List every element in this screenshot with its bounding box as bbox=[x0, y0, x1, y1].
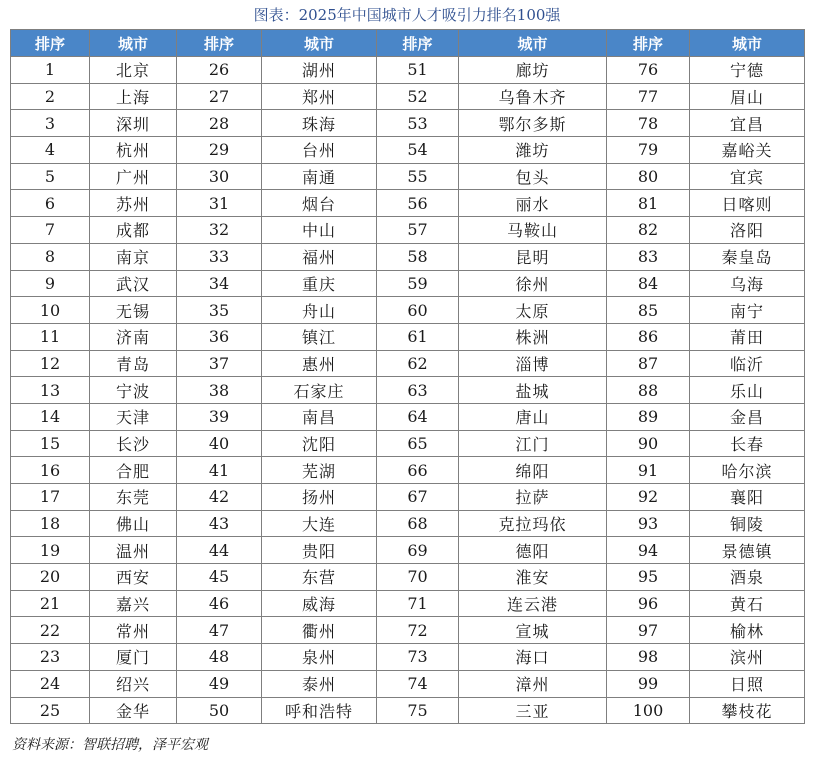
rank-cell: 27 bbox=[177, 83, 262, 110]
rank-cell: 68 bbox=[377, 510, 459, 537]
table-row bbox=[11, 564, 805, 591]
city-cell: 克拉玛依 bbox=[459, 510, 607, 537]
rank-cell: 41 bbox=[177, 457, 262, 484]
city-cell: 南通 bbox=[262, 163, 377, 190]
city-cell: 徐州 bbox=[459, 270, 607, 297]
table-row bbox=[11, 137, 805, 164]
city-cell: 呼和浩特 bbox=[262, 697, 377, 724]
city-cell: 无锡 bbox=[90, 297, 177, 324]
city-cell: 宁波 bbox=[90, 377, 177, 404]
rank-cell: 78 bbox=[607, 110, 690, 137]
column-header-rank: 排序 bbox=[607, 30, 690, 57]
city-cell: 成都 bbox=[90, 217, 177, 244]
table-row bbox=[11, 110, 805, 137]
table-row bbox=[11, 377, 805, 404]
rank-cell: 48 bbox=[177, 644, 262, 671]
city-cell: 沈阳 bbox=[262, 430, 377, 457]
city-cell: 北京 bbox=[90, 57, 177, 84]
rank-cell: 24 bbox=[11, 670, 90, 697]
table-row bbox=[11, 270, 805, 297]
column-header-city: 城市 bbox=[90, 30, 177, 57]
rank-cell: 11 bbox=[11, 323, 90, 350]
rank-cell: 95 bbox=[607, 564, 690, 591]
city-cell: 海口 bbox=[459, 644, 607, 671]
table-row bbox=[11, 57, 805, 84]
rank-cell: 38 bbox=[177, 377, 262, 404]
city-cell: 中山 bbox=[262, 217, 377, 244]
city-cell: 南宁 bbox=[690, 297, 805, 324]
rank-cell: 33 bbox=[177, 243, 262, 270]
rank-cell: 10 bbox=[11, 297, 90, 324]
rank-cell: 77 bbox=[607, 83, 690, 110]
rank-cell: 50 bbox=[177, 697, 262, 724]
rank-cell: 52 bbox=[377, 83, 459, 110]
rank-cell: 20 bbox=[11, 564, 90, 591]
city-cell: 连云港 bbox=[459, 590, 607, 617]
city-cell: 扬州 bbox=[262, 484, 377, 511]
rank-cell: 90 bbox=[607, 430, 690, 457]
city-cell: 日喀则 bbox=[690, 190, 805, 217]
rank-cell: 82 bbox=[607, 217, 690, 244]
city-cell: 莆田 bbox=[690, 323, 805, 350]
city-cell: 天津 bbox=[90, 403, 177, 430]
city-cell: 威海 bbox=[262, 590, 377, 617]
rank-cell: 69 bbox=[377, 537, 459, 564]
city-cell: 三亚 bbox=[459, 697, 607, 724]
table-header-row bbox=[11, 30, 805, 57]
city-cell: 廊坊 bbox=[459, 57, 607, 84]
rank-cell: 91 bbox=[607, 457, 690, 484]
rank-cell: 12 bbox=[11, 350, 90, 377]
rank-cell: 60 bbox=[377, 297, 459, 324]
rank-cell: 76 bbox=[607, 57, 690, 84]
city-cell: 丽水 bbox=[459, 190, 607, 217]
table-row bbox=[11, 83, 805, 110]
city-cell: 秦皇岛 bbox=[690, 243, 805, 270]
city-cell: 鄂尔多斯 bbox=[459, 110, 607, 137]
city-cell: 乌鲁木齐 bbox=[459, 83, 607, 110]
rank-cell: 53 bbox=[377, 110, 459, 137]
city-cell: 宜昌 bbox=[690, 110, 805, 137]
city-cell: 盐城 bbox=[459, 377, 607, 404]
rank-cell: 80 bbox=[607, 163, 690, 190]
rank-cell: 58 bbox=[377, 243, 459, 270]
city-cell: 嘉峪关 bbox=[690, 137, 805, 164]
city-cell: 德阳 bbox=[459, 537, 607, 564]
city-cell: 滨州 bbox=[690, 644, 805, 671]
source-note: 资料来源：智联招聘，泽平宏观 bbox=[12, 737, 208, 753]
column-header-city: 城市 bbox=[262, 30, 377, 57]
rank-cell: 89 bbox=[607, 403, 690, 430]
city-cell: 惠州 bbox=[262, 350, 377, 377]
city-cell: 深圳 bbox=[90, 110, 177, 137]
city-cell: 杭州 bbox=[90, 137, 177, 164]
city-cell: 哈尔滨 bbox=[690, 457, 805, 484]
city-cell: 淄博 bbox=[459, 350, 607, 377]
rank-cell: 5 bbox=[11, 163, 90, 190]
city-cell: 湖州 bbox=[262, 57, 377, 84]
city-cell: 温州 bbox=[90, 537, 177, 564]
rank-cell: 55 bbox=[377, 163, 459, 190]
city-cell: 济南 bbox=[90, 323, 177, 350]
rank-cell: 25 bbox=[11, 697, 90, 724]
rank-cell: 87 bbox=[607, 350, 690, 377]
rank-cell: 22 bbox=[11, 617, 90, 644]
rank-cell: 42 bbox=[177, 484, 262, 511]
city-cell: 东营 bbox=[262, 564, 377, 591]
city-cell: 嘉兴 bbox=[90, 590, 177, 617]
city-cell: 乌海 bbox=[690, 270, 805, 297]
city-cell: 洛阳 bbox=[690, 217, 805, 244]
rank-cell: 6 bbox=[11, 190, 90, 217]
table-row bbox=[11, 644, 805, 671]
city-ranking-table bbox=[10, 29, 805, 724]
table-row bbox=[11, 190, 805, 217]
rank-cell: 98 bbox=[607, 644, 690, 671]
rank-cell: 3 bbox=[11, 110, 90, 137]
table-row bbox=[11, 697, 805, 724]
city-cell: 宁德 bbox=[690, 57, 805, 84]
city-cell: 日照 bbox=[690, 670, 805, 697]
city-cell: 青岛 bbox=[90, 350, 177, 377]
column-header-rank: 排序 bbox=[177, 30, 262, 57]
city-cell: 金华 bbox=[90, 697, 177, 724]
rank-cell: 54 bbox=[377, 137, 459, 164]
rank-cell: 28 bbox=[177, 110, 262, 137]
rank-cell: 39 bbox=[177, 403, 262, 430]
city-cell: 佛山 bbox=[90, 510, 177, 537]
rank-cell: 74 bbox=[377, 670, 459, 697]
city-cell: 眉山 bbox=[690, 83, 805, 110]
city-cell: 重庆 bbox=[262, 270, 377, 297]
column-header-city: 城市 bbox=[690, 30, 805, 57]
rank-cell: 100 bbox=[607, 697, 690, 724]
city-cell: 衢州 bbox=[262, 617, 377, 644]
table-row bbox=[11, 457, 805, 484]
table-row bbox=[11, 163, 805, 190]
rank-cell: 31 bbox=[177, 190, 262, 217]
rank-cell: 21 bbox=[11, 590, 90, 617]
rank-cell: 66 bbox=[377, 457, 459, 484]
city-cell: 福州 bbox=[262, 243, 377, 270]
rank-cell: 64 bbox=[377, 403, 459, 430]
city-cell: 东莞 bbox=[90, 484, 177, 511]
rank-cell: 9 bbox=[11, 270, 90, 297]
column-header-rank: 排序 bbox=[11, 30, 90, 57]
rank-cell: 23 bbox=[11, 644, 90, 671]
city-cell: 榆林 bbox=[690, 617, 805, 644]
city-cell: 珠海 bbox=[262, 110, 377, 137]
city-cell: 武汉 bbox=[90, 270, 177, 297]
rank-cell: 63 bbox=[377, 377, 459, 404]
rank-cell: 40 bbox=[177, 430, 262, 457]
city-cell: 临沂 bbox=[690, 350, 805, 377]
city-cell: 泰州 bbox=[262, 670, 377, 697]
city-cell: 宣城 bbox=[459, 617, 607, 644]
city-cell: 金昌 bbox=[690, 403, 805, 430]
city-cell: 厦门 bbox=[90, 644, 177, 671]
city-cell: 郑州 bbox=[262, 83, 377, 110]
table-row bbox=[11, 590, 805, 617]
city-cell: 苏州 bbox=[90, 190, 177, 217]
rank-cell: 46 bbox=[177, 590, 262, 617]
rank-cell: 85 bbox=[607, 297, 690, 324]
rank-cell: 79 bbox=[607, 137, 690, 164]
rank-cell: 97 bbox=[607, 617, 690, 644]
rank-cell: 71 bbox=[377, 590, 459, 617]
rank-cell: 92 bbox=[607, 484, 690, 511]
rank-cell: 34 bbox=[177, 270, 262, 297]
rank-cell: 32 bbox=[177, 217, 262, 244]
rank-cell: 62 bbox=[377, 350, 459, 377]
city-cell: 铜陵 bbox=[690, 510, 805, 537]
rank-cell: 75 bbox=[377, 697, 459, 724]
city-cell: 马鞍山 bbox=[459, 217, 607, 244]
city-cell: 大连 bbox=[262, 510, 377, 537]
table-row bbox=[11, 323, 805, 350]
rank-cell: 15 bbox=[11, 430, 90, 457]
city-cell: 镇江 bbox=[262, 323, 377, 350]
city-cell: 太原 bbox=[459, 297, 607, 324]
rank-cell: 73 bbox=[377, 644, 459, 671]
city-cell: 唐山 bbox=[459, 403, 607, 430]
city-cell: 淮安 bbox=[459, 564, 607, 591]
table-title: 图表：2025年中国城市人才吸引力排名100强 bbox=[253, 6, 561, 24]
city-cell: 株洲 bbox=[459, 323, 607, 350]
rank-cell: 4 bbox=[11, 137, 90, 164]
city-cell: 江门 bbox=[459, 430, 607, 457]
rank-cell: 81 bbox=[607, 190, 690, 217]
rank-cell: 65 bbox=[377, 430, 459, 457]
city-cell: 漳州 bbox=[459, 670, 607, 697]
city-cell: 景德镇 bbox=[690, 537, 805, 564]
rank-cell: 83 bbox=[607, 243, 690, 270]
rank-cell: 44 bbox=[177, 537, 262, 564]
table-body bbox=[11, 57, 805, 724]
rank-cell: 43 bbox=[177, 510, 262, 537]
rank-cell: 18 bbox=[11, 510, 90, 537]
table-row bbox=[11, 217, 805, 244]
table-row bbox=[11, 430, 805, 457]
city-cell: 上海 bbox=[90, 83, 177, 110]
rank-cell: 8 bbox=[11, 243, 90, 270]
rank-cell: 88 bbox=[607, 377, 690, 404]
table-row bbox=[11, 537, 805, 564]
rank-cell: 30 bbox=[177, 163, 262, 190]
city-cell: 长春 bbox=[690, 430, 805, 457]
city-cell: 包头 bbox=[459, 163, 607, 190]
city-cell: 泉州 bbox=[262, 644, 377, 671]
city-cell: 潍坊 bbox=[459, 137, 607, 164]
city-cell: 南京 bbox=[90, 243, 177, 270]
city-cell: 长沙 bbox=[90, 430, 177, 457]
table-row bbox=[11, 297, 805, 324]
rank-cell: 37 bbox=[177, 350, 262, 377]
city-cell: 襄阳 bbox=[690, 484, 805, 511]
city-cell: 绍兴 bbox=[90, 670, 177, 697]
city-cell: 芜湖 bbox=[262, 457, 377, 484]
rank-cell: 45 bbox=[177, 564, 262, 591]
rank-cell: 72 bbox=[377, 617, 459, 644]
rank-cell: 36 bbox=[177, 323, 262, 350]
city-cell: 酒泉 bbox=[690, 564, 805, 591]
rank-cell: 14 bbox=[11, 403, 90, 430]
table-row bbox=[11, 670, 805, 697]
rank-cell: 13 bbox=[11, 377, 90, 404]
rank-cell: 67 bbox=[377, 484, 459, 511]
rank-cell: 7 bbox=[11, 217, 90, 244]
city-cell: 昆明 bbox=[459, 243, 607, 270]
rank-cell: 61 bbox=[377, 323, 459, 350]
city-cell: 台州 bbox=[262, 137, 377, 164]
city-cell: 常州 bbox=[90, 617, 177, 644]
city-cell: 攀枝花 bbox=[690, 697, 805, 724]
city-cell: 舟山 bbox=[262, 297, 377, 324]
city-cell: 西安 bbox=[90, 564, 177, 591]
rank-cell: 94 bbox=[607, 537, 690, 564]
city-cell: 石家庄 bbox=[262, 377, 377, 404]
city-cell: 烟台 bbox=[262, 190, 377, 217]
rank-cell: 1 bbox=[11, 57, 90, 84]
rank-cell: 2 bbox=[11, 83, 90, 110]
rank-cell: 70 bbox=[377, 564, 459, 591]
rank-cell: 99 bbox=[607, 670, 690, 697]
rank-cell: 47 bbox=[177, 617, 262, 644]
column-header-rank: 排序 bbox=[377, 30, 459, 57]
city-cell: 黄石 bbox=[690, 590, 805, 617]
rank-cell: 93 bbox=[607, 510, 690, 537]
table-row bbox=[11, 484, 805, 511]
table-row bbox=[11, 243, 805, 270]
city-cell: 拉萨 bbox=[459, 484, 607, 511]
city-cell: 乐山 bbox=[690, 377, 805, 404]
rank-cell: 29 bbox=[177, 137, 262, 164]
city-cell: 贵阳 bbox=[262, 537, 377, 564]
rank-cell: 35 bbox=[177, 297, 262, 324]
city-cell: 宜宾 bbox=[690, 163, 805, 190]
rank-cell: 86 bbox=[607, 323, 690, 350]
rank-cell: 26 bbox=[177, 57, 262, 84]
city-cell: 绵阳 bbox=[459, 457, 607, 484]
table-row bbox=[11, 403, 805, 430]
city-cell: 广州 bbox=[90, 163, 177, 190]
table-row bbox=[11, 510, 805, 537]
table-row bbox=[11, 617, 805, 644]
rank-cell: 56 bbox=[377, 190, 459, 217]
column-header-city: 城市 bbox=[459, 30, 607, 57]
rank-cell: 51 bbox=[377, 57, 459, 84]
rank-cell: 57 bbox=[377, 217, 459, 244]
rank-cell: 84 bbox=[607, 270, 690, 297]
rank-cell: 96 bbox=[607, 590, 690, 617]
rank-cell: 59 bbox=[377, 270, 459, 297]
rank-cell: 49 bbox=[177, 670, 262, 697]
rank-cell: 16 bbox=[11, 457, 90, 484]
city-cell: 南昌 bbox=[262, 403, 377, 430]
rank-cell: 17 bbox=[11, 484, 90, 511]
table-row bbox=[11, 350, 805, 377]
rank-cell: 19 bbox=[11, 537, 90, 564]
city-cell: 合肥 bbox=[90, 457, 177, 484]
